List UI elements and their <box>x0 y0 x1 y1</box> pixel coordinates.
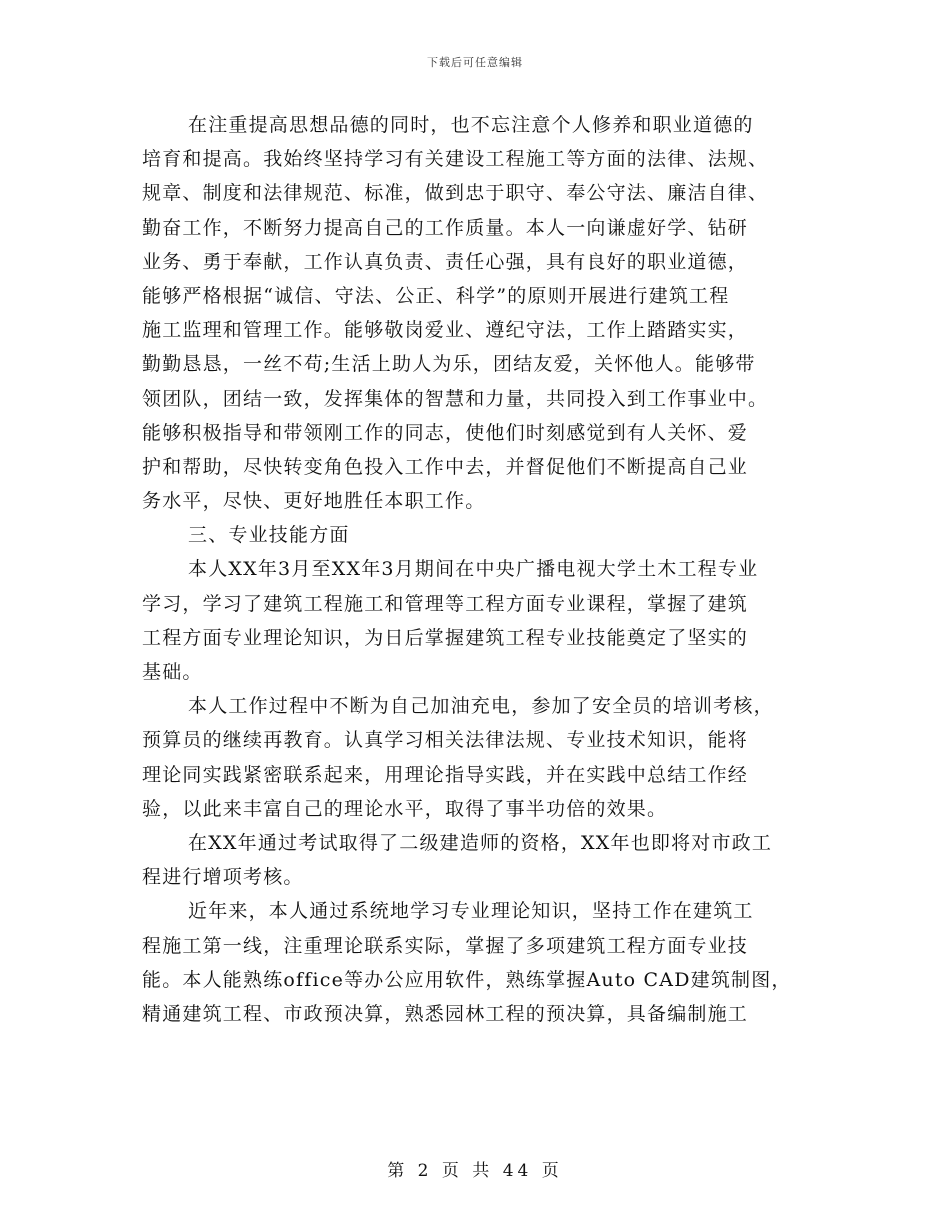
page-header: 下载后可任意编辑 <box>427 56 523 69</box>
text-line: 施工监理和管理工作。能够敬岗爱业、遵纪守法，工作上踏踏实实， <box>142 319 749 342</box>
text-line: 工程方面专业理论知识，为日后掌握建筑工程专业技能奠定了坚实的 <box>142 626 749 649</box>
text-line: 勤奋工作，不断努力提高自己的工作质量。本人一向谦虚好学、钻研 <box>142 216 749 239</box>
text-line: 本人工作过程中不断为自己加油充电，参加了安全员的培训考核， <box>188 695 774 718</box>
text-line: 近年来，本人通过系统地学习专业理论知识，坚持工作在建筑工 <box>188 900 754 923</box>
text-line: 程进行增项考核。 <box>142 866 304 889</box>
text-line: 护和帮助，尽快转变角色投入工作中去，并督促他们不断提高自己业 <box>142 455 749 478</box>
text-line: 培育和提高。我始终坚持学习有关建设工程施工等方面的法律、法规、 <box>142 148 769 171</box>
text-line: 验，以此来丰富自己的理论水平，取得了事半功倍的效果。 <box>142 797 668 820</box>
text-line: 理论同实践紧密联系起来，用理论指导实践，并在实践中总结工作经 <box>142 763 749 786</box>
text-line: 勤勤恳恳，一丝不苟;生活上助人为乐，团结友爱，关怀他人。能够带 <box>142 353 756 376</box>
document-body <box>142 108 822 1031</box>
page-number-footer: 第 2 页 共 44 页 <box>387 1161 563 1181</box>
text-line: 能够积极指导和带领刚工作的同志，使他们时刻感觉到有人关怀、爱 <box>142 421 749 444</box>
text-line: 程施工第一线，注重理论联系实际，掌握了多项建筑工程方面专业技 <box>142 934 749 957</box>
text-line: 规章、制度和法律规范、标准，做到忠于职守、奉公守法、廉洁自律、 <box>142 182 769 205</box>
text-line: 本人XX年3月至XX年3月期间在中央广播电视大学土木工程专业 <box>188 558 759 581</box>
text-line: 在注重提高思想品德的同时，也不忘注意个人修养和职业道德的 <box>188 114 754 136</box>
text-line: 领团队，团结一致，发挥集体的智慧和力量，共同投入到工作事业中。 <box>142 387 769 410</box>
text-line: 业务、勇于奉献，工作认真负责、责任心强，具有良好的职业道德， <box>142 250 749 273</box>
text-line: 三、专业技能方面 <box>188 524 350 547</box>
text-line: 在XX年通过考试取得了二级建造师的资格，XX年也即将对市政工 <box>188 831 773 854</box>
text-line: 基础。 <box>142 661 203 683</box>
text-line: 能够严格根据“诚信、守法、公正、科学”的原则开展进行建筑工程 <box>142 284 730 307</box>
text-line: 精通建筑工程、市政预决算，熟悉园林工程的预决算，具备编制施工 <box>142 1002 749 1025</box>
text-line: 能。本人能熟练office等办公应用软件，熟练掌握Auto CAD建筑制图， <box>142 968 792 991</box>
text-line: 学习，学习了建筑工程施工和管理等工程方面专业课程，掌握了建筑 <box>142 592 749 615</box>
text-line: 务水平，尽快、更好地胜任本职工作。 <box>142 490 486 513</box>
text-line: 预算员的继续再教育。认真学习相关法律法规、专业技术知识，能将 <box>142 729 749 752</box>
